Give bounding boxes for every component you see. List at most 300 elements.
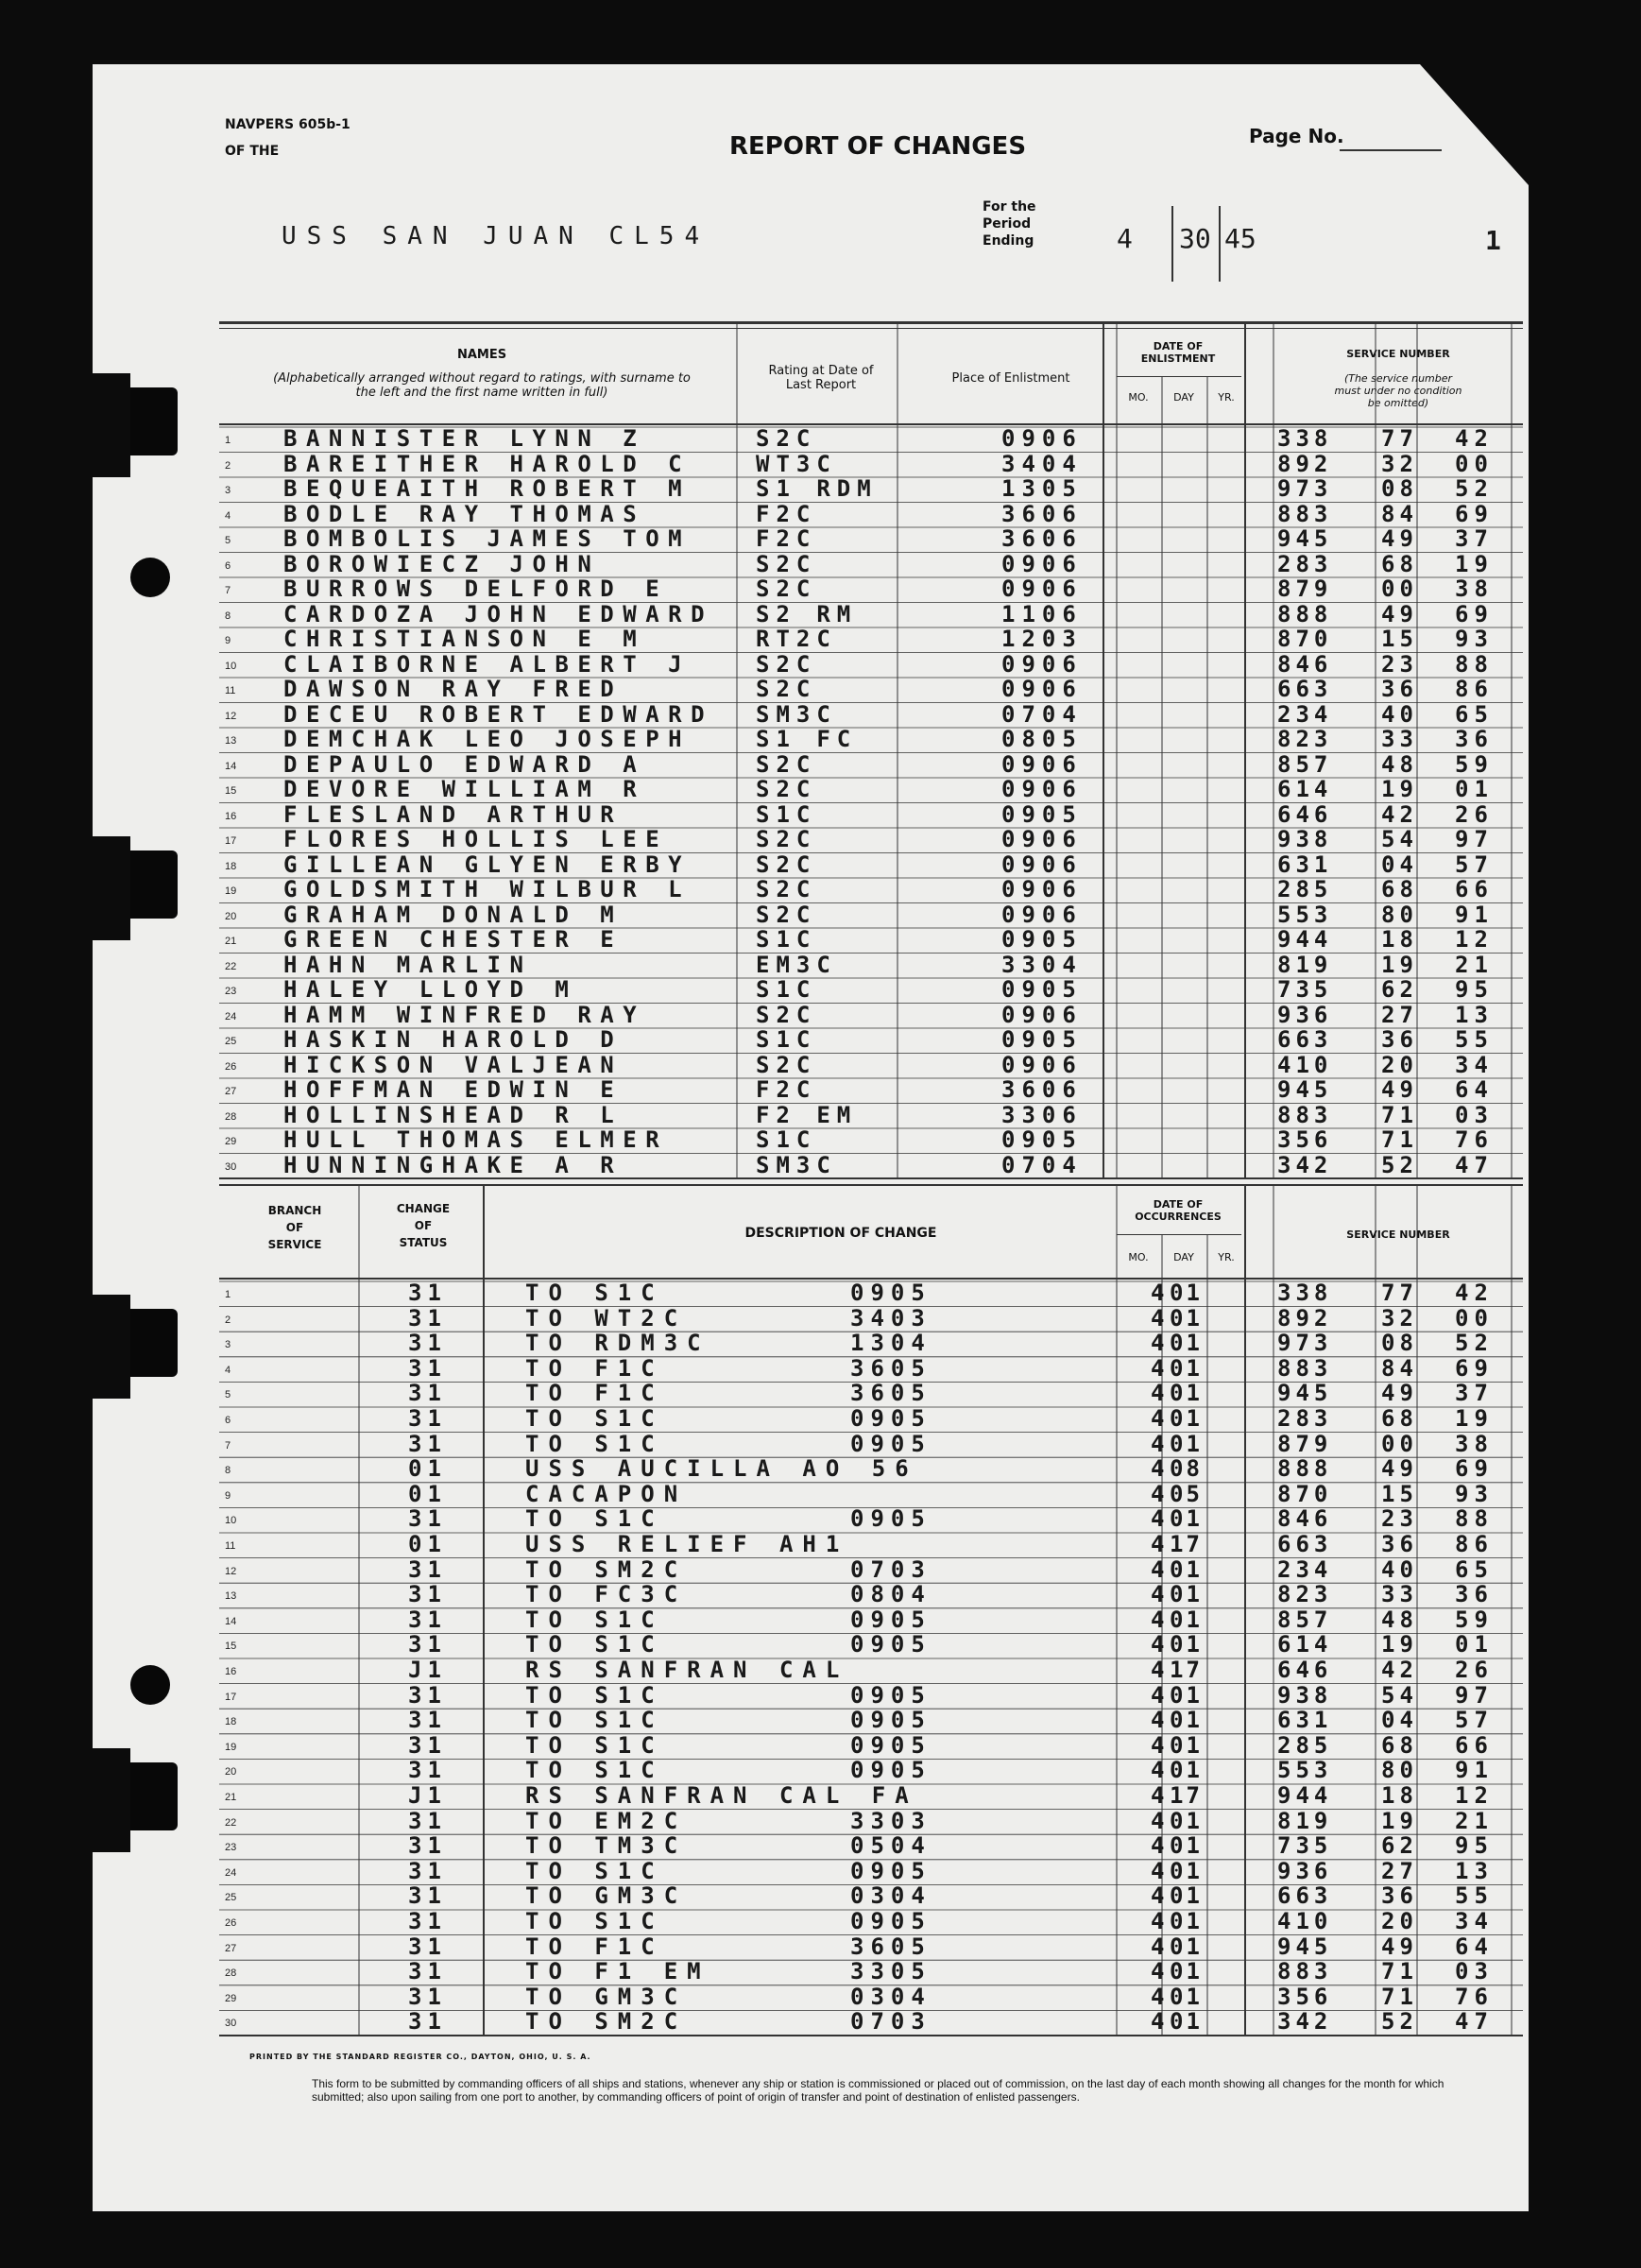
service-number-part: 54 <box>1381 1681 1418 1709</box>
row-number: 29 <box>225 1992 237 2004</box>
sailor-name: HALEY LLOYD M <box>283 976 578 1003</box>
occurrence-month: 4 <box>1151 1330 1165 1357</box>
service-number-part: 59 <box>1455 1606 1494 1633</box>
service-number-part: 95 <box>1455 976 1494 1003</box>
row-number: 14 <box>225 1615 237 1627</box>
service-number-part: 945 <box>1277 1933 1333 1960</box>
rating: SM3C <box>756 700 837 728</box>
service-number-part: 38 <box>1455 1430 1494 1457</box>
row-number: 27 <box>225 1942 237 1954</box>
rating: RT2C <box>756 626 837 652</box>
occurrence-month: 4 <box>1151 1782 1165 1809</box>
service-number-part: 19 <box>1381 951 1418 978</box>
service-number-part: 49 <box>1381 525 1418 552</box>
change-code: 0905 <box>850 1731 932 1759</box>
service-number-part: 553 <box>1277 901 1333 928</box>
change-code: 0905 <box>850 1908 932 1934</box>
change-description: TO SM2C <box>525 1555 688 1583</box>
occurrence-day: 01 <box>1170 1832 1203 1860</box>
service-number-part: 91 <box>1455 901 1494 928</box>
service-number-part: 870 <box>1277 626 1333 652</box>
occurrence-day: 01 <box>1170 1405 1203 1432</box>
sailor-name: BOMBOLIS JAMES TOM <box>283 525 692 552</box>
change-description: CACAPON <box>525 1480 688 1507</box>
occurrence-day: 01 <box>1170 1330 1203 1357</box>
service-number-part: 938 <box>1277 1681 1333 1709</box>
change-status: 31 <box>408 1757 447 1784</box>
occurrence-day: 01 <box>1170 1707 1203 1734</box>
change-code: 0905 <box>850 1505 932 1533</box>
service-number-part: 71 <box>1381 1983 1418 2010</box>
service-number-part: 883 <box>1277 500 1333 527</box>
change-status: 31 <box>408 1505 447 1533</box>
service-number-note: (The service number must under no condition be omitted) <box>1334 372 1462 409</box>
enlistment-place: 0906 <box>1001 425 1083 452</box>
service-number-part: 36 <box>1381 1531 1418 1557</box>
occurrence-day: 01 <box>1170 1857 1203 1884</box>
service-number-part: 846 <box>1277 1505 1333 1533</box>
row-number: 2 <box>225 1314 231 1326</box>
service-number-part: 68 <box>1381 550 1418 577</box>
service-number-part: 47 <box>1455 2008 1494 2036</box>
rating: S1 FC <box>756 726 858 752</box>
change-description: TO EM2C <box>525 1807 688 1834</box>
service-number-part: 283 <box>1277 550 1333 577</box>
occurrence-day: 01 <box>1170 1807 1203 1834</box>
service-number-part: 68 <box>1381 1405 1418 1432</box>
enlistment-place: 0704 <box>1001 700 1083 728</box>
rating: S1C <box>756 800 817 828</box>
change-description: TO GM3C <box>525 1983 688 2010</box>
row-number: 25 <box>225 1892 237 1904</box>
occurrence-month: 4 <box>1151 1455 1165 1483</box>
service-number-part: 69 <box>1455 1455 1494 1483</box>
change-code: 0905 <box>850 1707 932 1734</box>
change-status: 31 <box>408 1330 447 1357</box>
occurrence-day: 01 <box>1170 1983 1203 2010</box>
day-header: DAY <box>1173 1251 1194 1263</box>
change-code: 0703 <box>850 2008 932 2036</box>
report-title: REPORT OF CHANGES <box>729 132 1027 161</box>
change-code: 3605 <box>850 1933 932 1960</box>
sailor-name: GREEN CHESTER E <box>283 926 624 953</box>
change-code: 0703 <box>850 1555 932 1583</box>
service-number-part: 03 <box>1455 1101 1494 1128</box>
change-status: 31 <box>408 1304 447 1332</box>
mo-header: MO. <box>1128 1251 1149 1263</box>
service-number-part: 36 <box>1381 1026 1418 1053</box>
service-number-part: 68 <box>1381 876 1418 902</box>
change-status: 31 <box>408 1606 447 1633</box>
service-number-part: 27 <box>1381 1857 1418 1884</box>
change-description: TO GM3C <box>525 1882 688 1910</box>
branch-header: BRANCH OF SERVICE <box>267 1204 322 1251</box>
date-occurrences-header: DATE OF OCCURRENCES <box>1135 1198 1222 1223</box>
change-status: J1 <box>408 1657 447 1683</box>
row-number: 17 <box>225 835 237 847</box>
change-description: RS SANFRAN CAL <box>525 1657 849 1683</box>
change-status: 31 <box>408 1958 447 1985</box>
service-number-part: 857 <box>1277 750 1333 778</box>
change-description: TO S1C <box>525 1731 664 1759</box>
service-number-part: 631 <box>1277 1707 1333 1734</box>
row-number: 28 <box>225 1967 237 1980</box>
rating: S2C <box>756 576 817 602</box>
occurrence-month: 4 <box>1151 1882 1165 1910</box>
enlistment-place: 1106 <box>1001 600 1083 627</box>
service-number-part: 19 <box>1381 1631 1418 1658</box>
service-number-part: 48 <box>1381 750 1418 778</box>
occurrence-month: 4 <box>1151 1606 1165 1633</box>
service-number-part: 84 <box>1381 1354 1418 1382</box>
occurrence-day: 01 <box>1170 1631 1203 1658</box>
change-code: 3605 <box>850 1354 932 1382</box>
service-number-part: 883 <box>1277 1958 1333 1985</box>
service-number-part: 57 <box>1455 850 1494 878</box>
rating: F2C <box>756 525 817 552</box>
change-code: 3305 <box>850 1958 932 1985</box>
service-number-part: 33 <box>1381 1581 1418 1608</box>
service-number-part: 36 <box>1381 1882 1418 1910</box>
sailor-name: DEPAULO EDWARD A <box>283 750 646 778</box>
service-number-part: 944 <box>1277 926 1333 953</box>
service-number-part: 80 <box>1381 901 1418 928</box>
rating: S2C <box>756 876 817 902</box>
row-number: 8 <box>225 610 231 622</box>
row-number: 20 <box>225 1766 237 1778</box>
rating: EM3C <box>756 951 837 978</box>
enlistment-place: 3606 <box>1001 525 1083 552</box>
service-number-part: 62 <box>1381 976 1418 1003</box>
row-number: 6 <box>225 559 231 572</box>
service-number-part: 646 <box>1277 1657 1333 1683</box>
occurrence-day: 17 <box>1170 1657 1203 1683</box>
occurrence-day: 01 <box>1170 1430 1203 1457</box>
service-number-part: 62 <box>1381 1832 1418 1860</box>
change-status: 31 <box>408 1681 447 1709</box>
service-number-part: 356 <box>1277 1126 1333 1153</box>
service-number-part: 49 <box>1381 1380 1418 1407</box>
sailor-name: BOROWIECZ JOHN <box>283 550 601 577</box>
row-number: 4 <box>225 509 231 522</box>
service-number-part: 19 <box>1455 550 1494 577</box>
change-description: TO S1C <box>525 1606 664 1633</box>
service-number-part: 49 <box>1381 1076 1418 1103</box>
row-number: 1 <box>225 435 231 446</box>
row-number: 1 <box>225 1289 231 1300</box>
change-description: TO S1C <box>525 1280 664 1306</box>
enlistment-place: 0906 <box>1001 876 1083 902</box>
row-number: 30 <box>225 2018 237 2030</box>
change-code: 0905 <box>850 1757 932 1784</box>
enlistment-place-header: Place of Enlistment <box>951 371 1070 386</box>
service-number-part: 84 <box>1381 500 1418 527</box>
service-number-part: 86 <box>1455 676 1494 702</box>
service-number-part: 936 <box>1277 1857 1333 1884</box>
service-number-part: 77 <box>1381 425 1418 452</box>
service-number-part: 879 <box>1277 1430 1333 1457</box>
service-number-part: 15 <box>1381 1480 1418 1507</box>
service-number-part: 34 <box>1455 1051 1494 1078</box>
service-number-part: 49 <box>1381 600 1418 627</box>
change-status: 31 <box>408 1882 447 1910</box>
service-number-part: 823 <box>1277 1581 1333 1608</box>
service-number-part: 42 <box>1455 425 1494 452</box>
service-number-part: 68 <box>1381 1731 1418 1759</box>
service-number-part: 13 <box>1455 1001 1494 1028</box>
service-number-part: 410 <box>1277 1051 1333 1078</box>
service-number-part: 883 <box>1277 1354 1333 1382</box>
service-number-part: 01 <box>1455 1631 1494 1658</box>
occurrence-month: 4 <box>1151 2008 1165 2036</box>
service-number-part: 42 <box>1381 1657 1418 1683</box>
service-number-part: 614 <box>1277 776 1333 802</box>
change-status: 31 <box>408 1581 447 1608</box>
occurrence-month: 4 <box>1151 1631 1165 1658</box>
row-number: 29 <box>225 1136 237 1147</box>
service-number-part: 97 <box>1455 1681 1494 1709</box>
row-number: 3 <box>225 1339 231 1351</box>
service-number-part: 00 <box>1381 576 1418 602</box>
service-number-part: 735 <box>1277 976 1333 1003</box>
row-number: 2 <box>225 459 231 472</box>
enlistment-place: 0906 <box>1001 1001 1083 1028</box>
change-status: 01 <box>408 1531 447 1557</box>
printer-imprint: PRINTED BY THE STANDARD REGISTER CO., DAYTON, OHIO, U. S. A. <box>249 2053 591 2061</box>
service-number-part: 857 <box>1277 1606 1333 1633</box>
sailor-name: DEVORE WILLIAM R <box>283 776 646 802</box>
row-number: 13 <box>225 735 237 747</box>
occurrence-month: 4 <box>1151 1857 1165 1884</box>
change-code: 3403 <box>850 1304 932 1332</box>
row-number: 14 <box>225 760 237 772</box>
rating: S2C <box>756 826 817 852</box>
service-number-part: 55 <box>1455 1882 1494 1910</box>
change-description: USS AUCILLA AO 56 <box>525 1455 918 1483</box>
change-code: 0905 <box>850 1405 932 1432</box>
enlistment-place: 0906 <box>1001 901 1083 928</box>
occurrence-day: 01 <box>1170 1958 1203 1985</box>
enlistment-place: 1203 <box>1001 626 1083 652</box>
sailor-name: HULL THOMAS ELMER <box>283 1126 669 1153</box>
change-description: TO S1C <box>525 1430 664 1457</box>
service-number-part: 19 <box>1381 776 1418 802</box>
change-description: RS SANFRAN CAL FA <box>525 1782 918 1809</box>
occurrence-day: 01 <box>1170 1380 1203 1407</box>
change-code: 0905 <box>850 1857 932 1884</box>
service-number-part: 819 <box>1277 1807 1333 1834</box>
occurrence-month: 4 <box>1151 1304 1165 1332</box>
service-number-part: 04 <box>1381 1707 1418 1734</box>
change-status: 31 <box>408 2008 447 2036</box>
service-number-part: 42 <box>1381 800 1418 828</box>
change-description: TO S1C <box>525 1681 664 1709</box>
service-number-part: 879 <box>1277 576 1333 602</box>
rating: S1C <box>756 976 817 1003</box>
service-number-part: 646 <box>1277 800 1333 828</box>
service-number-header: SERVICE NUMBER <box>1346 1228 1450 1241</box>
service-number-part: 819 <box>1277 951 1333 978</box>
row-number: 13 <box>225 1590 237 1603</box>
service-number-part: 23 <box>1381 650 1418 678</box>
service-number-part: 66 <box>1455 876 1494 902</box>
sailor-name: BAREITHER HAROLD C <box>283 450 692 477</box>
occurrence-month: 4 <box>1151 1681 1165 1709</box>
service-number-part: 04 <box>1381 850 1418 878</box>
ship-name: USS SAN JUAN CL54 <box>282 222 710 250</box>
page-no-label: Page No. <box>1249 125 1344 147</box>
row-number: 10 <box>225 660 237 672</box>
sailor-name: CLAIBORNE ALBERT J <box>283 650 692 678</box>
rating: S2C <box>756 1001 817 1028</box>
period-month: 4 <box>1117 223 1133 254</box>
change-status: 31 <box>408 1731 447 1759</box>
row-number: 16 <box>225 1666 237 1677</box>
row-number: 22 <box>225 960 237 972</box>
change-code: 0504 <box>850 1832 932 1860</box>
service-number-part: 15 <box>1381 626 1418 652</box>
rating: S2C <box>756 425 817 452</box>
rating: S2C <box>756 650 817 678</box>
service-number-part: 52 <box>1455 475 1494 502</box>
service-number-part: 52 <box>1381 2008 1418 2036</box>
sailor-name: DAWSON RAY FRED <box>283 676 624 702</box>
service-number-part: 21 <box>1455 1807 1494 1834</box>
change-description: USS RELIEF AH1 <box>525 1531 849 1557</box>
row-number: 18 <box>225 1716 237 1728</box>
change-code: 0905 <box>850 1430 932 1457</box>
occurrence-day: 01 <box>1170 1731 1203 1759</box>
service-number-part: 77 <box>1381 1280 1418 1306</box>
service-number-part: 938 <box>1277 826 1333 852</box>
service-number-part: 13 <box>1455 1857 1494 1884</box>
rating: SM3C <box>756 1151 837 1178</box>
service-number-part: 08 <box>1381 1330 1418 1357</box>
form-number: NAVPERS 605b-1 <box>225 117 350 132</box>
service-number-part: 26 <box>1455 1657 1494 1683</box>
occurrence-month: 4 <box>1151 1933 1165 1960</box>
enlistment-place: 0905 <box>1001 800 1083 828</box>
occurrence-day: 01 <box>1170 1555 1203 1583</box>
service-number-part: 01 <box>1455 776 1494 802</box>
change-code: 0905 <box>850 1631 932 1658</box>
service-number-part: 55 <box>1455 1026 1494 1053</box>
service-number-part: 18 <box>1381 926 1418 953</box>
rating: S1C <box>756 1026 817 1053</box>
change-description: TO S1C <box>525 1631 664 1658</box>
change-status: 31 <box>408 1405 447 1432</box>
occurrence-day: 01 <box>1170 1882 1203 1910</box>
change-code: 1304 <box>850 1330 932 1357</box>
row-number: 24 <box>225 1866 237 1879</box>
service-number-part: 663 <box>1277 1882 1333 1910</box>
change-description: TO TM3C <box>525 1832 688 1860</box>
change-status: 31 <box>408 1354 447 1382</box>
row-number: 26 <box>225 1060 237 1073</box>
service-number-part: 19 <box>1381 1807 1418 1834</box>
enlistment-place: 3606 <box>1001 1076 1083 1103</box>
service-number-part: 945 <box>1277 1380 1333 1407</box>
row-number: 9 <box>225 635 231 646</box>
service-number-part: 285 <box>1277 1731 1333 1759</box>
row-number: 9 <box>225 1489 231 1502</box>
service-number-part: 945 <box>1277 525 1333 552</box>
occurrence-month: 4 <box>1151 1531 1165 1557</box>
occurrence-day: 17 <box>1170 1531 1203 1557</box>
service-number-part: 49 <box>1381 1455 1418 1483</box>
service-number-part: 52 <box>1381 1151 1418 1178</box>
change-description: TO F1 EM <box>525 1958 710 1985</box>
row-number: 5 <box>225 535 231 546</box>
service-number-part: 40 <box>1381 700 1418 728</box>
service-number-part: 12 <box>1455 926 1494 953</box>
service-number-part: 973 <box>1277 475 1333 502</box>
service-number-header: SERVICE NUMBER <box>1346 348 1450 360</box>
service-number-part: 40 <box>1381 1555 1418 1583</box>
service-number-part: 33 <box>1381 726 1418 752</box>
occurrence-day: 01 <box>1170 1581 1203 1608</box>
change-code: 0304 <box>850 1983 932 2010</box>
occurrence-day: 01 <box>1170 1681 1203 1709</box>
occurrence-month: 4 <box>1151 1731 1165 1759</box>
service-number-part: 663 <box>1277 676 1333 702</box>
occurrence-month: 4 <box>1151 1480 1165 1507</box>
service-number-part: 65 <box>1455 700 1494 728</box>
enlistment-place: 0906 <box>1001 576 1083 602</box>
occurrence-month: 4 <box>1151 1380 1165 1407</box>
change-status: 01 <box>408 1480 447 1507</box>
enlistment-place: 3306 <box>1001 1101 1083 1128</box>
row-number: 6 <box>225 1415 231 1426</box>
service-number-part: 20 <box>1381 1908 1418 1934</box>
service-number-part: 49 <box>1381 1933 1418 1960</box>
rating: S2C <box>756 676 817 702</box>
row-number: 8 <box>225 1465 231 1477</box>
change-code: 0804 <box>850 1581 932 1608</box>
enlistment-place: 0906 <box>1001 776 1083 802</box>
service-number-part: 888 <box>1277 1455 1333 1483</box>
occurrence-day: 01 <box>1170 2008 1203 2036</box>
change-status: 31 <box>408 1631 447 1658</box>
service-number-part: 00 <box>1455 1304 1494 1332</box>
change-status-header: CHANGE OF STATUS <box>396 1202 451 1249</box>
rating: S2C <box>756 776 817 802</box>
enlistment-place: 0905 <box>1001 1026 1083 1053</box>
service-number-part: 823 <box>1277 726 1333 752</box>
row-number: 28 <box>225 1110 237 1123</box>
service-number-part: 12 <box>1455 1782 1494 1809</box>
change-description: TO WT2C <box>525 1304 688 1332</box>
service-number-part: 892 <box>1277 450 1333 477</box>
service-number-part: 18 <box>1381 1782 1418 1809</box>
occurrence-month: 4 <box>1151 1430 1165 1457</box>
service-number-part: 631 <box>1277 850 1333 878</box>
row-number: 21 <box>225 1792 237 1803</box>
sailor-name: HOFFMAN EDWIN E <box>283 1076 624 1103</box>
service-number-part: 36 <box>1381 676 1418 702</box>
occurrence-day: 01 <box>1170 1908 1203 1934</box>
row-number: 23 <box>225 986 237 997</box>
occurrence-month: 4 <box>1151 1354 1165 1382</box>
change-description: TO RDM3C <box>525 1330 710 1357</box>
service-number-part: 234 <box>1277 1555 1333 1583</box>
row-number: 21 <box>225 936 237 947</box>
rating: F2 EM <box>756 1101 858 1128</box>
service-number-part: 95 <box>1455 1832 1494 1860</box>
service-number-part: 00 <box>1381 1430 1418 1457</box>
service-number-part: 846 <box>1277 650 1333 678</box>
enlistment-place: 1305 <box>1001 475 1083 502</box>
